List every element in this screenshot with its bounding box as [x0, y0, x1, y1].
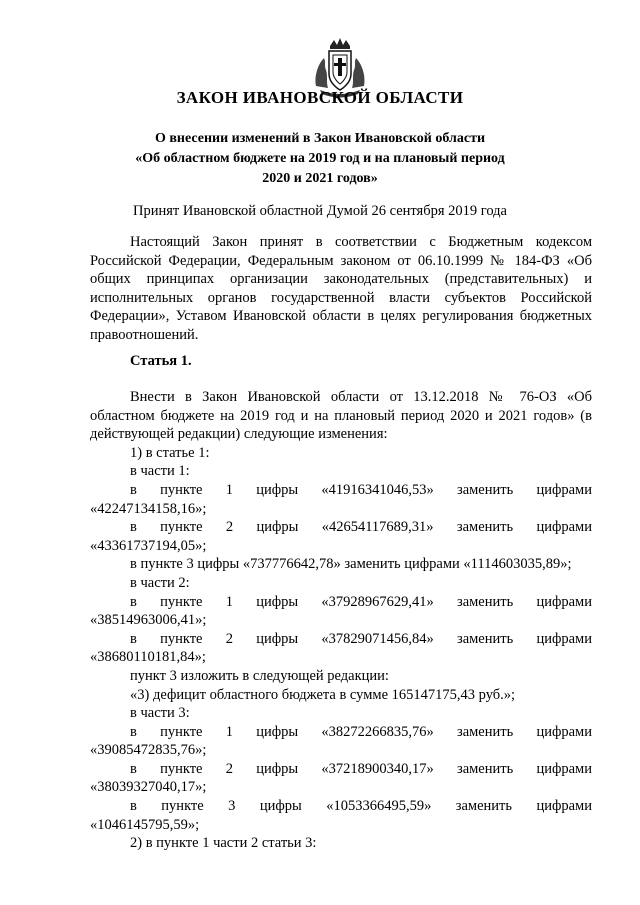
amendment-line: в части 2:: [130, 574, 190, 591]
amendment-line: «38680110181,84»;: [90, 649, 206, 666]
subtitle-line: «Об областном бюджете на 2019 год и на плановый период: [135, 151, 505, 166]
preamble-block: [90, 233, 592, 345]
law-title: ЗАКОН ИВАНОВСКОЙ ОБЛАСТИ: [176, 88, 464, 107]
amendment-line: «1046145795,59»;: [90, 816, 200, 833]
amendment-line: в пункте 2 цифры «37829071456,84» заменить цифрами: [130, 630, 592, 647]
amendment-line: в пункте 1 цифры «38272266835,76» заменить цифрами: [130, 723, 592, 740]
article-body: [90, 388, 592, 853]
amendment-line: 1) в статье 1:: [130, 444, 210, 461]
preamble-paragraph: Настоящий Закон принят в соответствии с Бюджетным кодексом Российской Федерации, Федеральным законом от 06.10.1999 № 184-ФЗ «Об общих принципах организации законодательных (представительных) и исполнительных органов государственной власти субъектов Российской Федерации», Уставом Ивановской области в целях регулирования бюджетных правоотношений.: [90, 234, 592, 343]
article-heading: Статья 1.: [130, 353, 192, 369]
amendment-line: «39085472835,76»;: [90, 742, 207, 759]
amendment-line: 2) в пункте 1 части 2 статьи 3:: [130, 835, 317, 852]
amendment-line: в части 3:: [130, 705, 190, 722]
amendment-line: пункт 3 изложить в следующей редакции:: [130, 667, 389, 684]
subtitle-line: О внесении изменений в Закон Ивановской области: [154, 131, 486, 146]
law-subtitle: [90, 129, 550, 189]
amendment-line: в пункте 3 цифры «1053366495,59» заменить цифрами: [130, 798, 592, 815]
article-intro: Внести в Закон Ивановской области от 13.12.2018 № 76-ОЗ «Об областном бюджете на 2019 год и на плановый период 2020 и 2021 годов» (в действующей редакции) следующие изменения:: [90, 389, 592, 443]
amendment-line: в пункте 1 цифры «41916341046,53» заменить цифрами: [130, 481, 592, 498]
adoption-note: Принят Ивановской областной Думой 26 сентября 2019 года: [133, 203, 507, 219]
subtitle-line: 2020 и 2021 годов»: [262, 171, 378, 186]
amendment-line: в пункте 1 цифры «37928967629,41» заменить цифрами: [130, 593, 592, 610]
amendment-line: в части 1:: [130, 463, 190, 480]
amendment-line: «43361737194,05»;: [90, 537, 207, 554]
amendment-line: в пункте 3 цифры «737776642,78» заменить цифрами «1114603035,89»;: [130, 556, 572, 573]
amendment-line: «42247134158,16»;: [90, 500, 207, 517]
amendment-line: «38039327040,17»;: [90, 779, 207, 796]
amendment-line: «38514963006,41»;: [90, 612, 207, 629]
amendment-line: «3) дефицит областного бюджета в сумме 165147175,43 руб.»;: [130, 686, 516, 703]
amendment-line: в пункте 2 цифры «37218900340,17» заменить цифрами: [130, 760, 592, 777]
amendment-line: в пункте 2 цифры «42654117689,31» заменить цифрами: [130, 519, 592, 536]
